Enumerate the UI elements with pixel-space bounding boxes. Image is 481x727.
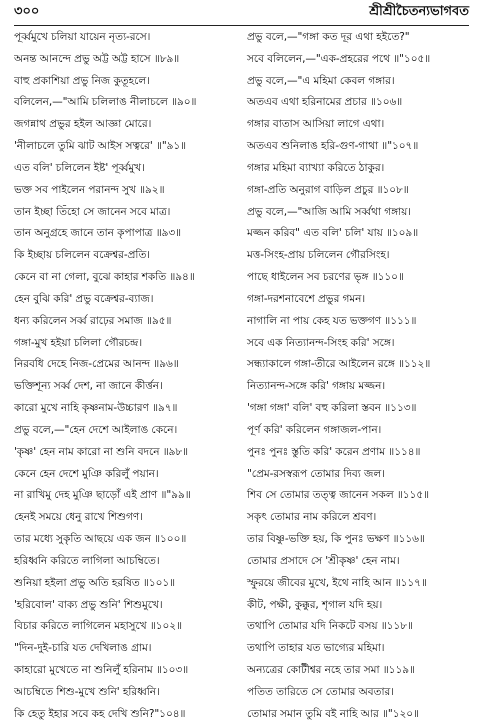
verse-line: স্ফুরয়ে জীবের মুখে, ইথে নাহি আন ॥১১৭॥: [247, 576, 427, 589]
page-number: ৩০০: [14, 4, 40, 19]
verse-line: তোমার সমান তুমি বই নাহি আর ॥"১২০॥: [247, 707, 419, 720]
book-title: শ্রীশ্রীচৈতন্যভাগবত: [369, 4, 469, 19]
verse-line: ভক্ত সব পাইলেন পরানন্দ সুখ ॥৯২॥: [14, 183, 165, 196]
verse-line: মত্ত-সিংহ-প্রায় চলিলেন গৌরসিংহ।: [247, 249, 390, 262]
verse-line: বলিলেন,—"আমি চলিলাঙ নীলাচলে ॥৯০॥: [14, 96, 197, 109]
verse-line: গঙ্গার বাতাস আসিয়া লাগে এথা।: [247, 118, 385, 131]
verse-line: নাগালি না পায় কেহ যত ভক্তগণ ॥১১১॥: [247, 314, 417, 327]
verse-line: গঙ্গার মহিমা ব্যাখ্যা করিতে ঠাকুর।: [247, 161, 385, 174]
page-header: [14, 3, 469, 23]
verse-line: অতএব এথা হরিনামের প্রচার ॥১০৬॥: [247, 96, 403, 109]
verse-line: গঙ্গা-মুখ হইয়া চলিলা গৌরচন্দ্র।: [14, 336, 143, 349]
verse-line: বিচার করিতে লাগিলেন মহাসুখে ॥১০২॥: [14, 620, 182, 633]
verse-line: শিব সে তোমার তত্ত্ব জানেন সকল ॥১১৫॥: [247, 489, 429, 502]
verse-line: সন্ধ্যাকালে গঙ্গা-তীরে আইলেন রঙ্গে ॥১১২॥: [247, 358, 431, 371]
verse-line: তোমার প্রসাদে সে 'শ্রীকৃষ্ণ' হেন নাম।: [247, 554, 400, 567]
verse-line: না রাখিমু দেহ মুঞি ছাড়োঁ এই প্রাণ ॥"৯৯॥: [14, 489, 191, 502]
verse-line: হরিধ্বনি করিতে লাগিলা আচম্বিতে।: [14, 554, 160, 567]
verse-line: আচম্বিতে শিশু-মুখে শুনি' হরিধ্বনি।: [14, 685, 160, 698]
verse-line: সবে এক নিত্যানন্দ-সিংহ করি' সঙ্গে।: [247, 336, 395, 349]
verse-line: অন্যত্রের কোটীশ্বর নহে তার সমা ॥১১৯॥: [247, 664, 415, 677]
verse-line: মজ্জন করিব" এত বলি' চলি' যায় ॥১০৯॥: [247, 227, 419, 240]
verse-line: পূর্ণ করি' করিলেন গঙ্গাজল-পান।: [247, 423, 382, 436]
verse-line: 'নীলাচলে তুমি ঝাট আইস সত্বরে' ॥"৯১॥: [14, 140, 187, 153]
verse-line: তার মধ্যে সুকৃতি আছয়ে এক জন ॥১০০॥: [14, 533, 187, 546]
verse-line: পাছে ধাইলেন সব চরণের ভৃঙ্গ ॥১১০॥: [247, 271, 404, 284]
verse-line: কারো মুখে নাহি কৃষ্ণনাম-উচ্চারণ ॥৯৭॥: [14, 402, 178, 415]
verse-line: তার বিষ্ণু-ভক্তি হয়, কি পুনঃ ভক্ষণ ॥১১৬॥: [247, 533, 425, 546]
verse-line: জগন্নাথ প্রভুর হইল আজ্ঞা মোরে।: [14, 118, 152, 131]
verse-line: প্রভু বলে,—"এ মহিমা কেবল গঙ্গার।: [247, 74, 395, 87]
verse-line: পতিত তারিতে সে তোমার অবতার।: [247, 685, 394, 698]
verse-line: প্রভু বলে,—"হেন দেশে আইলাঙ কেনে।: [14, 423, 178, 436]
verse-line: তথাপি তাহার যত ভাগ্যের মহিমা।: [247, 642, 385, 655]
verse-line: 'কৃষ্ণ' হেন নাম কারো না শুনি বদনে ॥৯৮॥: [14, 445, 189, 458]
verse-line: পূর্ব্বমুখে চলিয়া যায়েন নৃত্য-রসে।: [14, 31, 151, 43]
verse-line: নিত্যানন্দ-সঙ্গে করি' গঙ্গায় মজ্জন।: [247, 380, 386, 393]
verse-line: গঙ্গা-প্রতি অনুরাগ বাড়িল প্রচুর ॥১০৮॥: [247, 183, 409, 196]
verse-line: অতএব শুনিলাঙ হরি-গুণ-গাথা ॥"১০৭॥: [247, 140, 419, 153]
verse-line: সবে বলিলেন,—"এক-প্রহরের পথে ॥"১০৫॥: [247, 52, 431, 65]
verse-line: এত বলি' চলিলেন ইষ্ট' পূর্ব্বমুখ।: [14, 161, 145, 174]
verse-line: নিরবধি দেহে নিজ-প্রেমের আনন্দ ॥৯৬॥: [14, 358, 179, 371]
verse-line: কেনে হেন দেশে মুঞি করিলুঁ পয়ান।: [14, 467, 159, 480]
verse-line: "প্রেম-রসস্বরূপ তোমার দিব্য জল।: [247, 467, 385, 480]
verse-line: "দিন-দুই-চারি যত দেখিলাঙ গ্রাম।: [14, 642, 152, 655]
verse-line: অনন্ত আনন্দে প্রভু অট্ট অট্ট হাসে ॥৮৯॥: [14, 52, 180, 65]
verse-line: ভক্তিশূন্য সর্ব্ব দেশ, না জানে কীর্ত্তন।: [14, 380, 163, 393]
verse-line: কি ইচ্ছায় চলিলেন বক্রেশ্বর-প্রতি।: [14, 249, 150, 262]
verse-line: সকৃৎ তোমার নাম করিলে শ্রবণ।: [247, 511, 377, 524]
verse-line: 'হরিবোল' বাক্য প্রভু শুনি' শিশুমুখে।: [14, 598, 163, 611]
left-text-column: [14, 30, 239, 722]
verse-line: তথাপি তোমার যদি নিকটে বসয় ॥১১৮॥: [247, 620, 413, 633]
verse-line: কাহারো মুখেতে না শুনিলুঁ হরিনাম ॥১০৩॥: [14, 664, 189, 677]
right-text-column: [246, 30, 472, 722]
verse-line: কীট, পক্ষী, কুক্কুর, শৃগাল যদি হয়।: [247, 598, 383, 611]
verse-line: কি হেতু ইহার সবে কহ দেখি শুনি?"১০৪॥: [14, 707, 186, 720]
verse-line: তান ইচ্ছা তিঁহো সে জানেন সবে মাত্র।: [14, 205, 171, 218]
verse-line: প্রভু বলে,—"গঙ্গা কত দূর এথা হইতে?": [247, 31, 410, 43]
verse-line: হেনই সময়ে ধেনু রাখে শিশুগণ।: [14, 511, 143, 524]
verse-line: কেনে বা না গেলা, বুঝে কাহার শকতি ॥৯৪॥: [14, 271, 195, 284]
verse-line: তান অনুগ্রহে জানে তান কৃপাপাত্র ॥৯৩॥: [14, 227, 182, 240]
verse-line: হেন বুঝি করি' প্রভু বক্রেশ্বর-ব্যাজ।: [14, 292, 154, 305]
verse-line: ধন্য করিলেন সর্ব্ব রাঢ়ের সমাজ ॥৯৫॥: [14, 314, 172, 327]
verse-line: গঙ্গা-দরশনাবেশে প্রভুর গমন।: [247, 292, 366, 305]
header-rule: [14, 25, 469, 26]
verse-line: প্রভু বলে,—"আজি আমি সর্ব্বথা গঙ্গায়।: [247, 205, 411, 218]
verse-line: শুনিয়া হইলা প্রভু অতি হরষিত ॥১০১॥: [14, 576, 176, 589]
verse-line: বাহু প্রকাশিয়া প্রভু নিজ কুতূহলে।: [14, 74, 150, 87]
verse-line: 'গঙ্গা গঙ্গা' বলি' বহু করিলা স্তবন ॥১১৩॥: [247, 402, 417, 415]
verse-line: পুনঃ পুনঃ স্তুতি করি' করেন প্রণাম ॥১১৪॥: [247, 445, 421, 458]
